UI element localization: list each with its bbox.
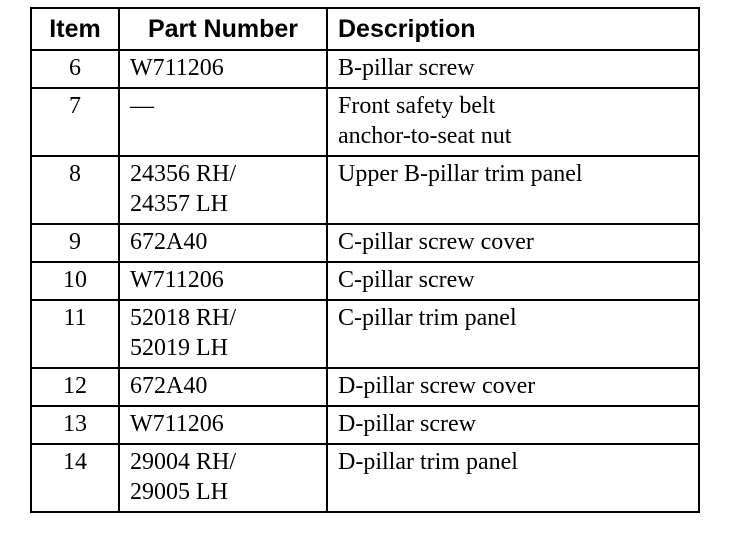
description-cell [327,50,699,88]
item-number-cell: 12 [31,368,119,406]
part-number-line: 52018 RH/ [130,305,237,331]
part-number-cell [119,368,327,406]
description-line: Upper B-pillar trim panel [338,161,583,187]
item-number-cell: 8 [31,156,119,224]
table-row [31,300,699,368]
part-number-line: 52019 LH [130,335,228,361]
item-number-cell: 13 [31,406,119,444]
part-number-cell [119,224,327,262]
table-row [31,50,699,88]
header-item: Item [31,8,119,50]
description-line: D-pillar trim panel [338,449,518,475]
description-line: C-pillar screw [338,267,475,293]
description-line: B-pillar screw [338,55,475,81]
description-cell [327,300,699,368]
part-number-cell [119,300,327,368]
part-number-line: — [130,93,154,119]
description-cell [327,262,699,300]
description-line: D-pillar screw [338,411,476,437]
description-cell [327,368,699,406]
part-number-line: W711206 [130,411,224,437]
table-header-row [31,8,699,50]
part-number-cell [119,406,327,444]
part-number-line: W711206 [130,55,224,81]
part-number-line: 29004 RH/ [130,449,237,475]
table-row [31,224,699,262]
parts-table [30,7,700,513]
item-number-cell: 11 [31,300,119,368]
description-line: D-pillar screw cover [338,373,536,399]
part-number-line: 29005 LH [130,479,228,505]
description-cell [327,444,699,512]
part-number-line: W711206 [130,267,224,293]
description-line: Front safety belt [338,93,496,119]
table-row [31,368,699,406]
description-line: C-pillar screw cover [338,229,534,255]
description-cell [327,224,699,262]
part-number-cell [119,50,327,88]
part-number-line: 24357 LH [130,191,228,217]
part-number-cell [119,156,327,224]
item-number-cell: 14 [31,444,119,512]
header-description: Description [327,8,699,50]
item-number-cell: 10 [31,262,119,300]
header-part-number: Part Number [119,8,327,50]
part-number-cell [119,262,327,300]
description-cell [327,406,699,444]
item-number-cell: 6 [31,50,119,88]
table-row [31,406,699,444]
description-line: anchor-to-seat nut [338,123,512,149]
description-cell [327,156,699,224]
table-row [31,88,699,156]
part-number-line: 24356 RH/ [130,161,237,187]
table-row [31,444,699,512]
item-number-cell: 7 [31,88,119,156]
item-number-cell: 9 [31,224,119,262]
part-number-cell [119,444,327,512]
table-body [31,50,699,512]
part-number-line: 672A40 [130,373,208,399]
table-row [31,156,699,224]
table-row [31,262,699,300]
description-line: C-pillar trim panel [338,305,517,331]
part-number-cell [119,88,327,156]
part-number-line: 672A40 [130,229,208,255]
description-cell [327,88,699,156]
